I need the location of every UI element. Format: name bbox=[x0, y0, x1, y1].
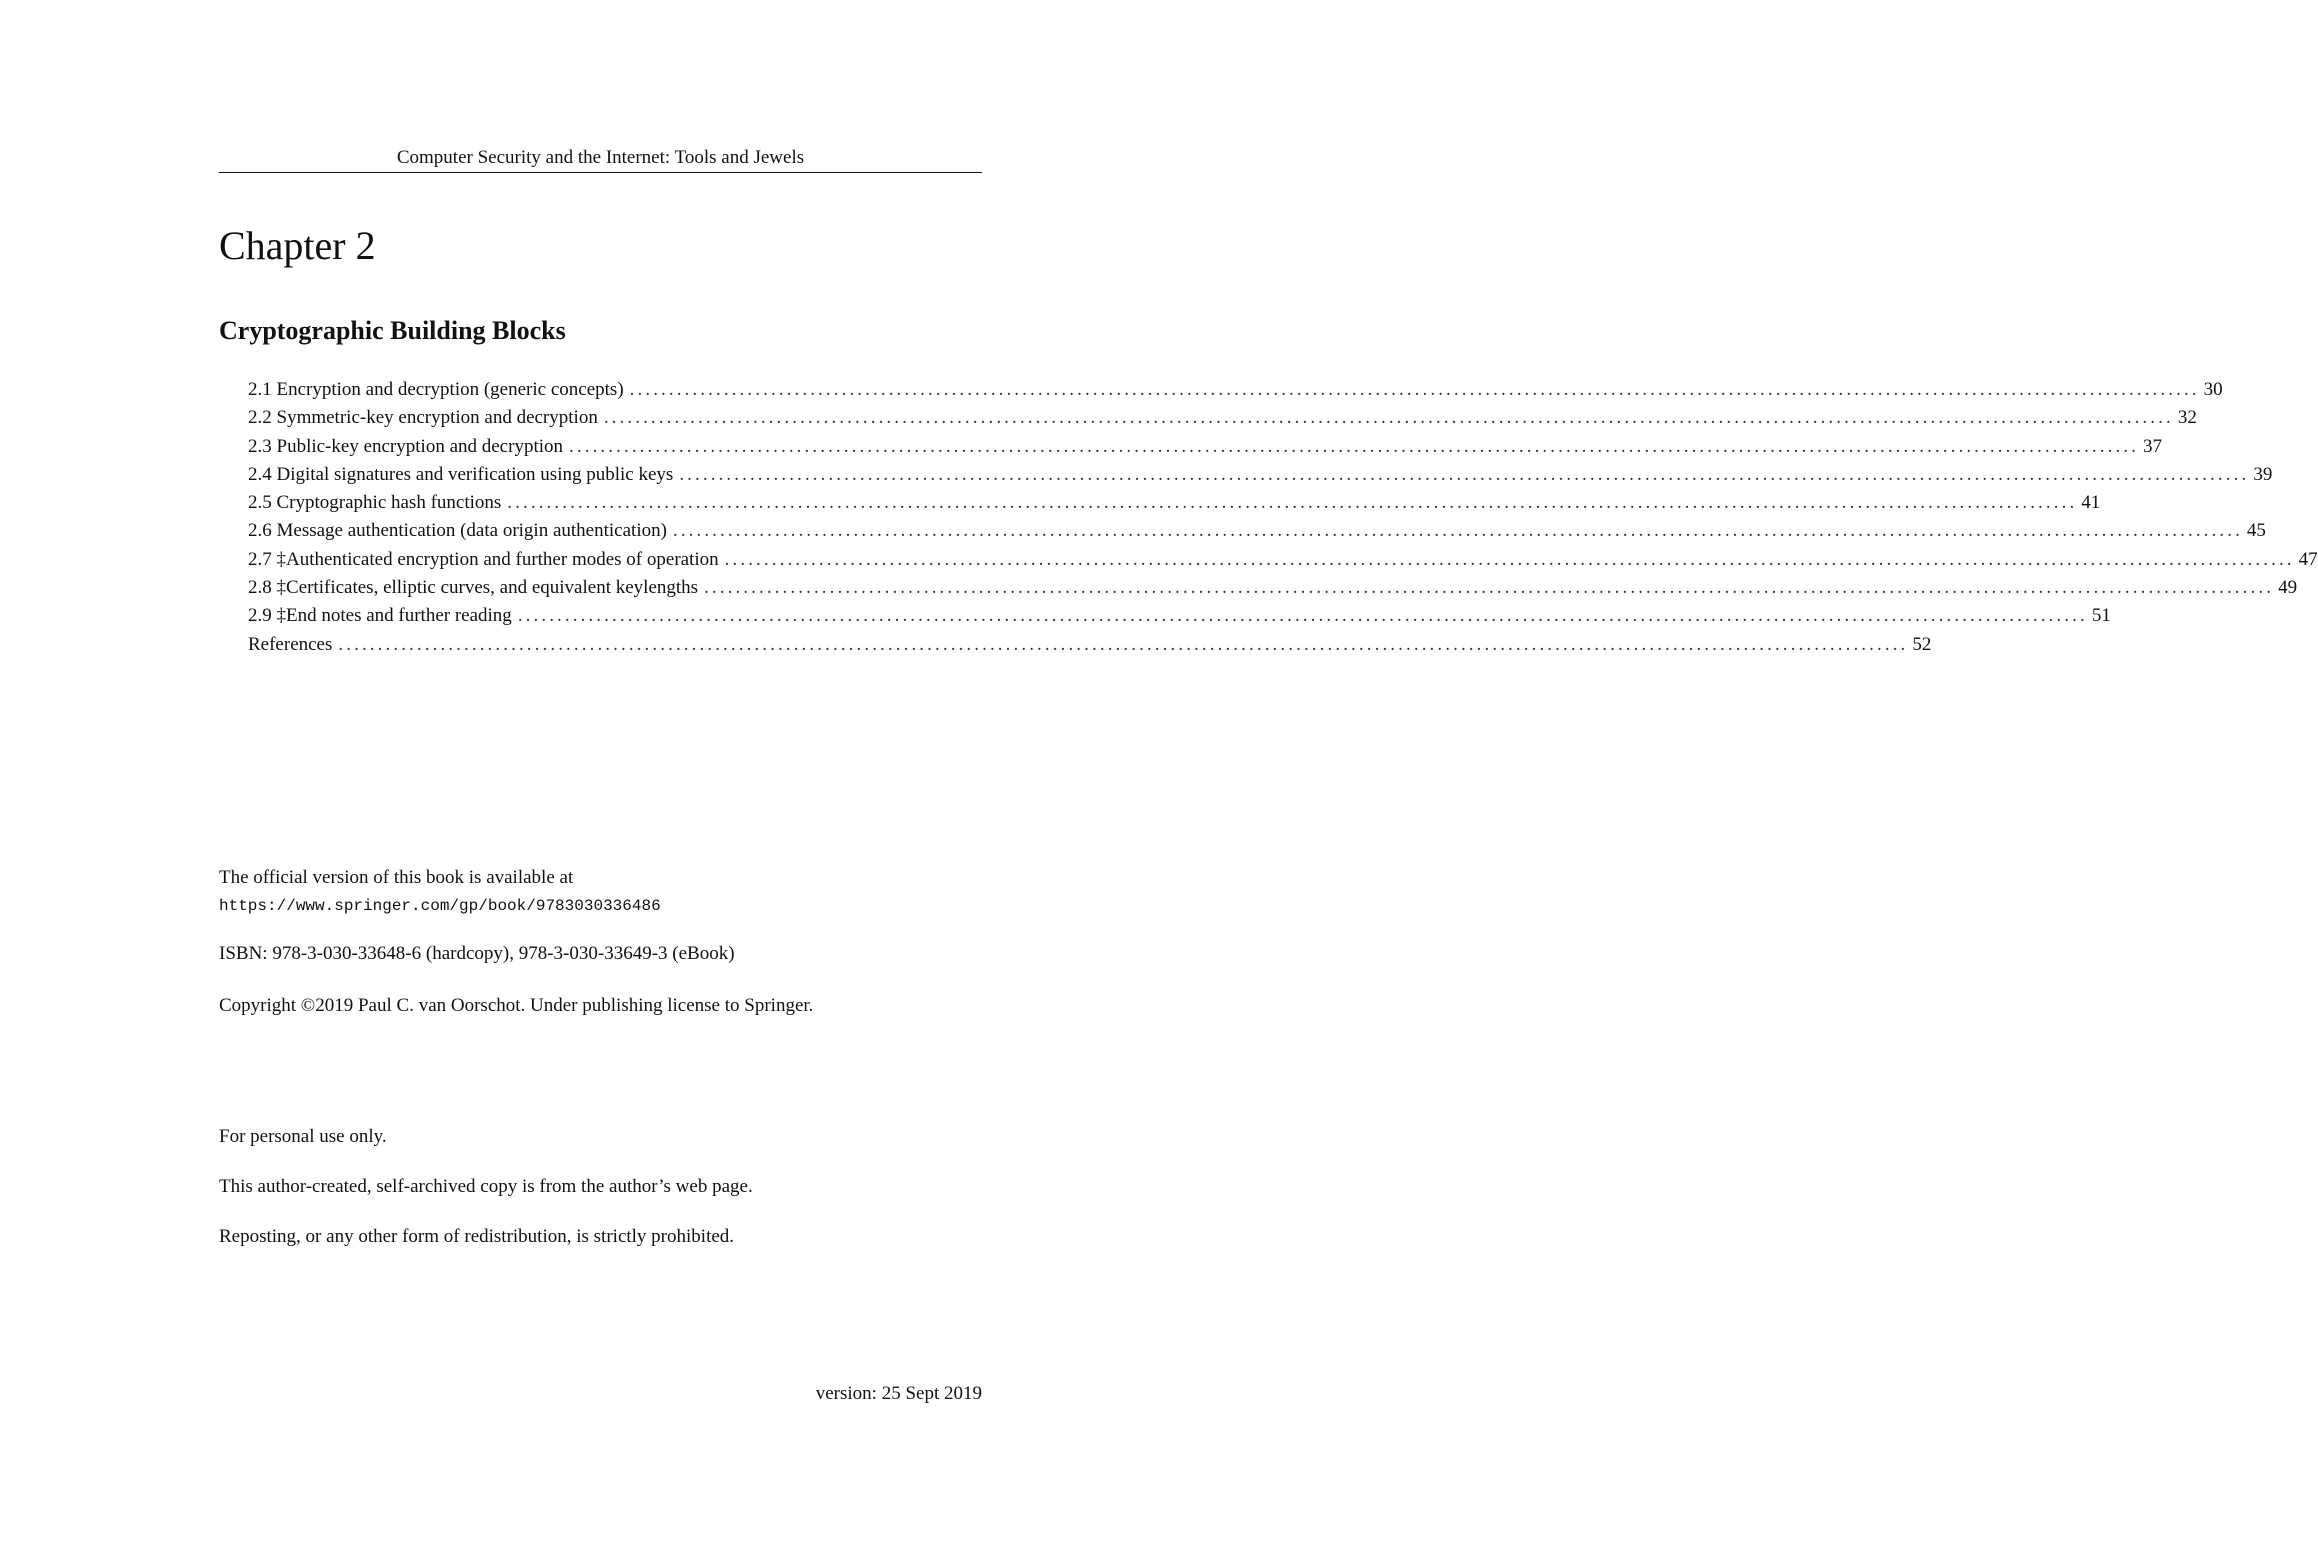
toc-entry-page: 47 bbox=[2298, 548, 2318, 570]
table-of-contents bbox=[248, 376, 2318, 659]
toc-entry-page: 52 bbox=[1912, 633, 1932, 655]
toc-entry[interactable] bbox=[248, 631, 1932, 659]
toc-entry-label: 2.1 Encryption and decryption (generic concepts) bbox=[248, 379, 624, 400]
personal-use-notice: For personal use only. bbox=[219, 1126, 387, 1147]
toc-entry[interactable] bbox=[248, 489, 2101, 517]
toc-entry-label: 2.9 ‡End notes and further reading bbox=[248, 605, 512, 627]
toc-entry-page: 41 bbox=[2081, 492, 2101, 514]
toc-entry[interactable] bbox=[248, 517, 2266, 545]
running-header: Computer Security and the Internet: Tools and Jewels bbox=[396, 147, 805, 168]
isbn-text: ISBN: 978-3-030-33648-6 (hardcopy), 978-3-030-33649-3 (eBook) bbox=[219, 943, 735, 964]
toc-entry-label: 2.8 ‡Certificates, elliptic curves, and equivalent keylengths bbox=[248, 577, 699, 599]
toc-leader-dots: ........................................................................................................................................................................................................ bbox=[672, 520, 2243, 542]
toc-leader-dots: ........................................................................................................................................................................................................ bbox=[507, 492, 2078, 514]
toc-entry-label: 2.6 Message authentication (data origin authentication) bbox=[248, 520, 667, 542]
toc-entry-label: 2.3 Public-key encryption and decryption bbox=[248, 435, 564, 457]
toc-entry-label: 2.4 Digital signatures and verification using public keys bbox=[248, 463, 674, 485]
toc-entry-page: 30 bbox=[2203, 379, 2223, 400]
toc-leader-dots: ........................................................................................................................................................................................................ bbox=[569, 435, 2140, 457]
toc-entry-page: 49 bbox=[2278, 577, 2298, 599]
toc-entry[interactable] bbox=[248, 433, 2163, 461]
toc-entry[interactable] bbox=[248, 461, 2273, 489]
official-version-text: The official version of this book is available at bbox=[219, 867, 574, 888]
toc-entry-label: 2.5 Cryptographic hash functions bbox=[248, 492, 502, 514]
toc-entry[interactable] bbox=[248, 404, 2197, 432]
toc-leader-dots: ........................................................................................................................................................................................................ bbox=[704, 577, 2275, 599]
self-archived-notice: This author-created, self-archived copy is from the author’s web page. bbox=[219, 1176, 753, 1197]
springer-url-link[interactable]: https://www.springer.com/gp/book/9783030336486 bbox=[219, 897, 661, 915]
toc-entry[interactable] bbox=[248, 602, 2111, 630]
toc-leader-dots: ........................................................................................................................................................................................................ bbox=[517, 605, 2088, 627]
version-text: version: 25 Sept 2019 bbox=[815, 1383, 982, 1404]
toc-entry-label: 2.7 ‡Authenticated encryption and further modes of operation bbox=[248, 548, 719, 570]
toc-entry-page: 51 bbox=[2091, 605, 2111, 627]
toc-entry[interactable] bbox=[248, 376, 2223, 404]
toc-leader-dots: ........................................................................................................................................................................................................ bbox=[629, 379, 2200, 400]
toc-leader-dots: ........................................................................................................................................................................................................ bbox=[603, 407, 2174, 429]
toc-entry-page: 37 bbox=[2143, 435, 2163, 457]
toc-entry-page: 45 bbox=[2246, 520, 2266, 542]
toc-leader-dots: ........................................................................................................................................................................................................ bbox=[724, 548, 2295, 570]
chapter-label: Chapter 2 bbox=[219, 223, 376, 268]
toc-entry[interactable] bbox=[248, 574, 2298, 602]
toc-entry-label: References bbox=[248, 633, 333, 655]
toc-entry[interactable] bbox=[248, 546, 2318, 574]
toc-leader-dots: ........................................................................................................................................................................................................ bbox=[338, 633, 1909, 655]
redistribution-notice: Reposting, or any other form of redistribution, is strictly prohibited. bbox=[219, 1226, 735, 1247]
toc-leader-dots: ........................................................................................................................................................................................................ bbox=[679, 463, 2250, 485]
toc-entry-page: 39 bbox=[2253, 463, 2273, 485]
chapter-title: Cryptographic Building Blocks bbox=[219, 316, 566, 345]
toc-entry-page: 32 bbox=[2177, 407, 2197, 429]
header-rule bbox=[219, 172, 982, 173]
copyright-text: Copyright ©2019 Paul C. van Oorschot. Under publishing license to Springer. bbox=[219, 995, 814, 1016]
toc-entry-label: 2.2 Symmetric-key encryption and decryption bbox=[248, 407, 598, 429]
